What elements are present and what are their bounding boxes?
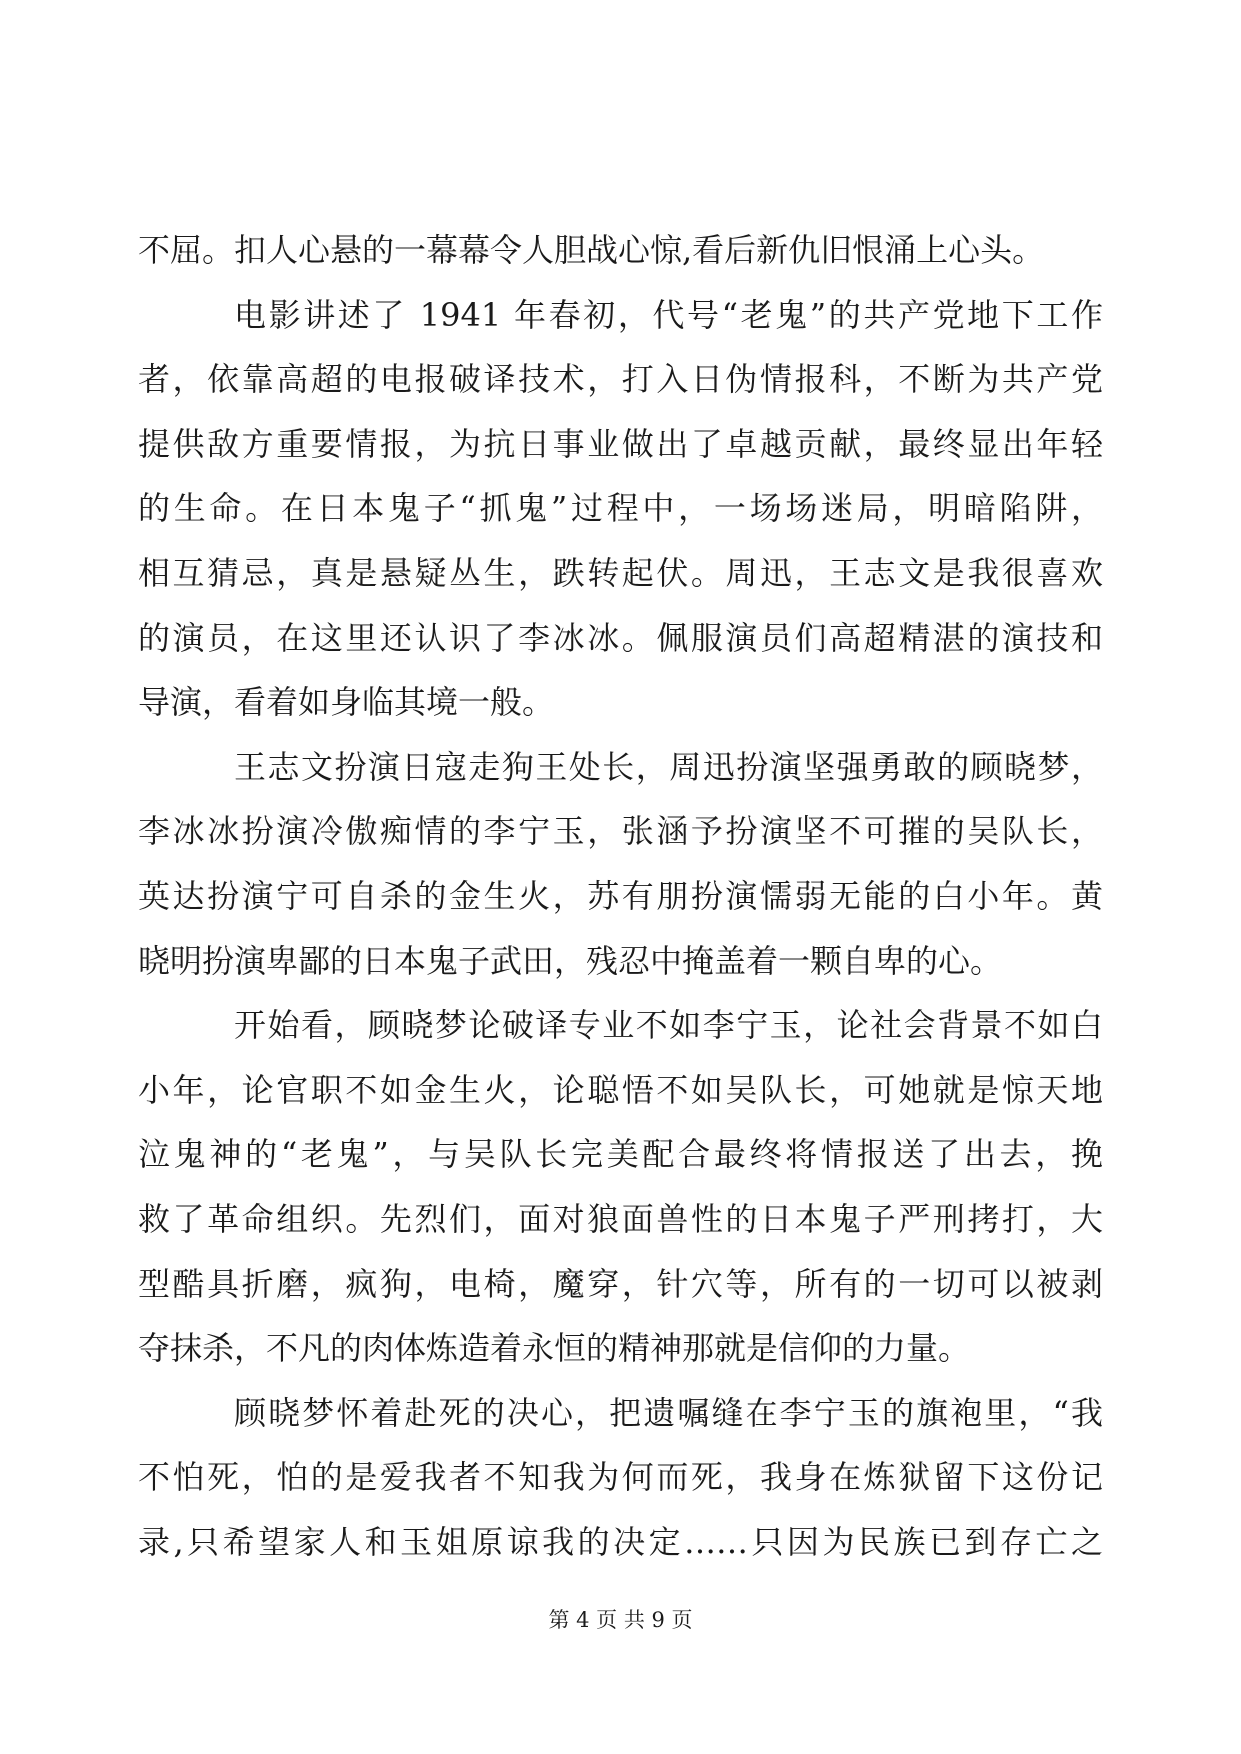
text-line: 相互猜忌，真是悬疑丛生，跌转起伏。周迅，王志文是我很喜欢 (138, 553, 1103, 592)
text-line: 不屈。扣人心悬的一幕幕令人胆战心惊,看后新仇旧恨涌上心头。 (138, 231, 1045, 269)
text-line: 电影讲述了 1941 年春初，代号“老鬼”的共产党地下工作 (234, 295, 1103, 334)
text-line: 型酷具折磨，疯狗，电椅，魔穿，针穴等，所有的一切可以被剥 (138, 1264, 1103, 1303)
text-line: 录,只希望家人和玉姐原谅我的决定……只因为民族已到存亡之 (138, 1522, 1103, 1561)
page-number-footer: 第 4 页 共 9 页 (548, 1608, 693, 1632)
text-line: 夺抹杀，不凡的肉体炼造着永恒的精神那就是信仰的力量。 (138, 1329, 971, 1368)
text-line: 开始看，顾晓梦论破译专业不如李宁玉，论社会背景不如白 (234, 1006, 1103, 1045)
text-line: 导演，看着如身临其境一般。 (138, 683, 555, 722)
text-line: 者，依靠高超的电报破译技术，打入日伪情报科，不断为共产党 (138, 360, 1103, 399)
text-line: 的演员，在这里还认识了李冰冰。佩服演员们高超精湛的演技和 (138, 618, 1103, 657)
text-line: 顾晓梦怀着赴死的决心，把遗嘱缝在李宁玉的旗袍里，“我 (234, 1393, 1103, 1432)
text-line: 英达扮演宁可自杀的金生火，苏有朋扮演懦弱无能的白小年。黄 (138, 876, 1103, 915)
text-line: 李冰冰扮演冷傲痴情的李宁玉，张涵予扮演坚不可摧的吴队长， (138, 812, 1103, 851)
text-line: 救了革命组织。先烈们，面对狼面兽性的日本鬼子严刑拷打，大 (138, 1199, 1103, 1238)
document-body (138, 218, 1103, 1574)
text-line: 小年，论官职不如金生火，论聪悟不如吴队长，可她就是惊天地 (138, 1070, 1103, 1109)
text-line: 不怕死，怕的是爱我者不知我为何而死，我身在炼狱留下这份记 (138, 1458, 1103, 1497)
text-line: 王志文扮演日寇走狗王处长，周迅扮演坚强勇敢的顾晓梦， (234, 747, 1103, 786)
text-line: 泣鬼神的“老鬼”，与吴队长完美配合最终将情报送了出去，挽 (138, 1135, 1103, 1174)
text-line: 的生命。在日本鬼子“抓鬼”过程中，一场场迷局，明暗陷阱， (138, 489, 1103, 528)
text-line: 提供敌方重要情报，为抗日事业做出了卓越贡献，最终显出年轻 (138, 424, 1103, 463)
text-line: 晓明扮演卑鄙的日本鬼子武田，残忍中掩盖着一颗自卑的心。 (138, 941, 1003, 980)
